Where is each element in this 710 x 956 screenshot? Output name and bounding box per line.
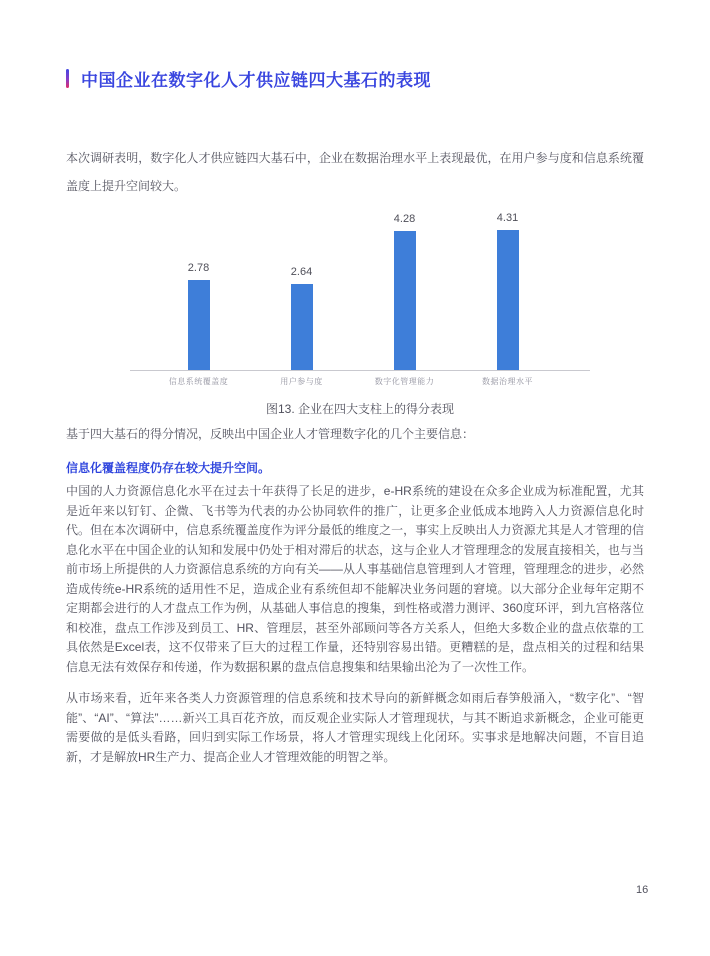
x-axis-tick-label: 数据治理水平: [482, 377, 533, 386]
section-heading: 信息化覆盖程度仍存在较大提升空间。: [66, 461, 271, 475]
bar-slot: [147, 262, 250, 370]
bar-slot: [250, 266, 353, 370]
bar-value-label: 4.31: [496, 212, 519, 224]
x-axis-tick-label: 数字化管理能力: [374, 377, 435, 386]
chart-plot-area: [130, 205, 590, 371]
body-copy: [66, 424, 644, 779]
section-title-row: [66, 66, 431, 91]
bar-chart: [130, 205, 590, 417]
bar-value-label: 2.78: [187, 262, 210, 274]
bar: [394, 231, 416, 370]
body-paragraph-1: 中国的人力资源信息化水平在过去十年获得了长足的进步，e-HR系统的建设在众多企业成为标准配置，尤其是近年来以钉钉、企微、飞书等为代表的办公协同软件的推广，让更多企业低成本地跨入人力资源信息化时代。但在本次调研中，信息系统覆盖度作为评分最低的维度之一，事实上反映出人力资源尤其是人才管理的信息化水平在中国企业的认知和发展中仍处于相对滞后的状态，这与企业人才管理理念的发展直接相关，也与当前市场上所提供的人力资源信息系统的方向有关——从人事基础信息管理到人才管理，管理理念的进步，必然造成传统e-HR系统的适用性不足，造成企业有系统但却不能解决业务问题的窘境。以大部分企业每年定期不定期都会进行的人才盘点工作为例，从基础人事信息的搜集，到性格或潜力测评、360度环评，到九宫格落位和校准，盘点工作涉及到员工、HR、管理层，甚至外部顾问等各方关系人，但绝大多数企业的盘点依靠的工具依然是Excel表，这不仅带来了巨大的过程工作量，还特别容易出错。更糟糕的是，盘点相关的过程和结果信息无法有效保存和传递，作为数据积累的盘点信息搜集和结果输出沦为了一次性工作。: [66, 484, 644, 674]
page-number: 16: [636, 884, 649, 896]
chart-x-axis-labels: [147, 376, 559, 387]
bar: [188, 280, 210, 370]
bar-value-label: 4.28: [393, 213, 416, 225]
intro-paragraph: 本次调研表明，数字化人才供应链四大基石中，企业在数据治理水平上表现最优，在用户参与度和信息系统覆盖度上提升空间较大。: [66, 151, 644, 193]
bar-slot: [353, 213, 456, 370]
x-axis-tick-label: 用户参与度: [280, 377, 323, 386]
lead-line: 基于四大基石的得分情况，反映出中国企业人才管理数字化的几个主要信息：: [66, 427, 475, 441]
bar: [291, 284, 313, 370]
bar: [497, 230, 519, 370]
x-axis-tick-label: 信息系统覆盖度: [168, 377, 229, 386]
bar-slot: [456, 212, 559, 370]
bar-value-label: 2.64: [290, 266, 313, 278]
page-title: 中国企业在数字化人才供应链四大基石的表现: [81, 71, 431, 90]
title-accent-bar: [66, 69, 69, 88]
body-paragraph-2: 从市场来看，近年来各类人力资源管理的信息系统和技术导向的新鲜概念如雨后春笋般涌入，“数字化”、“智能”、“AI”、“算法”……新兴工具百花齐放，而反观企业实际人才管理现状，与其不断追求新概念，企业可能更需要做的是低头看路，回归到实际工作场景，将人才管理实现线上化闭环。实事求是地解决问题，不盲目追新，才是解放HR生产力、提高企业人才管理效能的明智之举。: [66, 691, 644, 764]
chart-caption: 图13. 企业在四大支柱上的得分表现: [265, 402, 455, 416]
chart-bars-row: [147, 205, 559, 370]
